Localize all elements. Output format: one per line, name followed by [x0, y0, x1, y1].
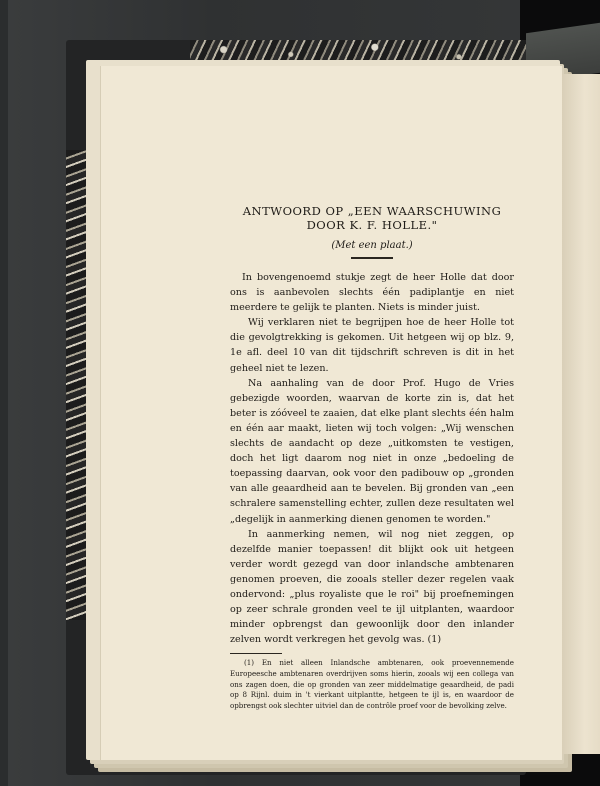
paragraph-4: In aanmerking nemen, wil nog niet zeggen, op dezelfde manier toepassen! dit blijkt ook uit hetgeen verder wordt gezegd van door inlandsche ambtenaren genomen proeven, die zooals steller dezer regelen vaak ondervond: „plus royaliste que le roi" bij proefnemingen op zeer schrale gronden veel te ijl uitplanten, waardoor minder opbrengst dan gewoonlijk door den inlander zelven wordt verkregen het gevolg was. (1): [230, 528, 514, 646]
article-subtitle: (Met een plaat.): [331, 240, 413, 251]
article-body: [230, 270, 514, 647]
article-title: [230, 204, 514, 232]
title-divider: [351, 257, 393, 259]
footnote: [230, 658, 514, 711]
marbled-cover-left: [66, 150, 86, 620]
paragraph-3: Na aanhaling van de door Prof. Hugo de Vries gebezigde woorden, waarvan de korte zin is, dat het beter is zóóveel te zaaien, dat elke plant slechts één halm en één aar maakt, lieten wij toch volgen: „Wij wenschen slechts de aandacht op deze „uitkomsten te vestigen, doch het ligt daarom nog niet in onze „bedoeling de toepassing daarvan, ook voor den padibouw op „gronden van alle geaardheid aan te bevelen. Bij gronden van „een schralere samenstelling echter, zullen deze resultaten wel „degelijk in aanmerking dienen genomen te worden.": [230, 377, 514, 525]
article-title-line-2: DOOR K. F. HOLLE.": [306, 218, 438, 232]
page-content: [230, 204, 514, 711]
paragraph-1: In bovengenoemd stukje zegt de heer Holle dat door ons is aanbevolen slechts één padiplantje en niet meerdere te gelijk te planten. Niets is minder juist.: [230, 272, 514, 314]
footnote-text: (1) En niet alleen Inlandsche ambtenaren, ook proevennemende Europeesche ambtenaren overdrijven soms hierin, zooals wij een collega van ons zagen doen, die op gronden van zeer middelmatige geaardheid, de padi op 8 Rijnl. duim in 't vierkant uitplantte, hetgeen te ijl is, en waardoor de opbrengst ook slechter uitviel dan de contrôle proef voor de bevolking zelve.: [230, 658, 514, 710]
facing-page-edge: [562, 74, 600, 754]
paragraph-2: Wij verklaren niet te begrijpen hoe de heer Holle tot die gevolgtrekking is gekomen. Uit hetgeen wij op blz. 9, 1e afl. deel 10 van dit tijdschrift schreven is dit in het geheel niet te lezen.: [230, 317, 514, 374]
footnote-divider: [230, 653, 282, 654]
article-title-line-1: ANTWOORD OP „EEN WAARSCHUWING: [242, 204, 502, 218]
